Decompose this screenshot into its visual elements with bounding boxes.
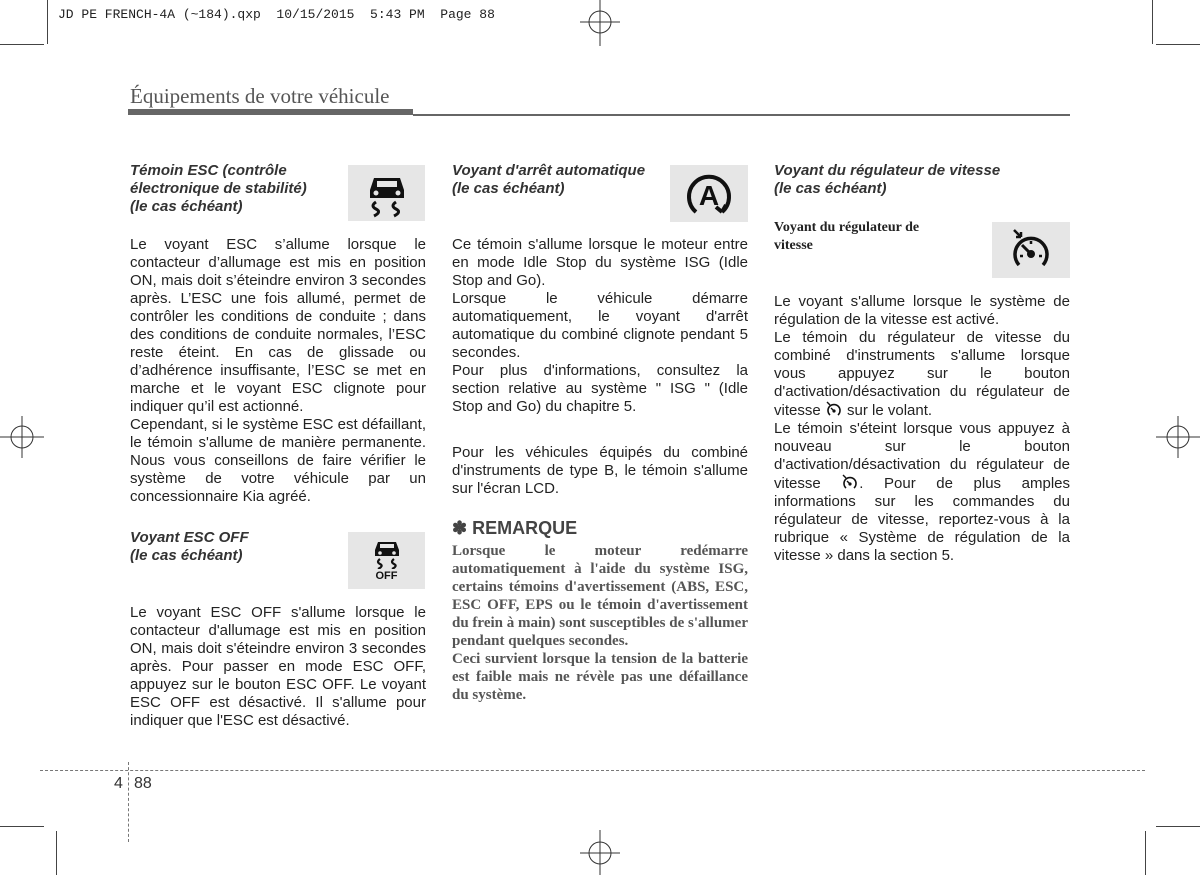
cruise-button-icon (825, 401, 843, 417)
auto-stop-icon-letter: A (698, 179, 720, 211)
remarque-body (452, 542, 748, 704)
crop-mark (56, 831, 57, 875)
registration-mark-top (576, 0, 624, 48)
esc-off-icon-label: OFF (375, 570, 398, 582)
esc-off-icon-box (348, 532, 425, 589)
page-number: 88 (134, 775, 152, 792)
crop-mark (1156, 44, 1200, 45)
crop-mark (47, 0, 48, 44)
section-title: Équipements de votre véhicule (130, 84, 390, 108)
registration-mark-bottom (576, 828, 624, 875)
registration-mark-right (1156, 412, 1200, 460)
cruise-body (774, 293, 1070, 565)
esc-off-body (130, 604, 426, 730)
auto-stop-paragraph-4: Pour les véhicules équipés du combiné d'instruments de type B, le témoin s'allume sur l'écran LCD. (452, 444, 748, 497)
esc-off-heading: Voyant ESC OFF (le cas échéant) (130, 529, 249, 564)
crop-mark (0, 826, 44, 827)
auto-stop-paragraph-1: Ce témoin s'allume lorsque le moteur entre en mode Idle Stop du système ISG (Idle Stop and Go). (452, 236, 748, 289)
auto-stop-body (452, 236, 748, 416)
chapter-number: 4 (114, 775, 123, 792)
cruise-control-icon (1006, 227, 1056, 273)
footer-dashed-rule (40, 770, 1145, 771)
cruise-paragraph-3: Le témoin s'éteint lorsque vous appuyez à nouveau sur le bouton d'activation/désactivation du régulateur de vitesse . Pour de plus amples informations sur les commandes du régulateur de vitesse, reportez-vous à la rubrique « Système de régulation de la vitesse » dans la section 5. (774, 420, 1070, 564)
title-rule (413, 114, 1070, 116)
esc-paragraph-2: Cependant, si le système ESC est défaillant, le témoin s'allume de manière permanente. Nous vous conseillons de faire vérifier le système de votre véhicule par un concessionnaire Kia agréé. (130, 416, 426, 505)
auto-stop-icon (680, 168, 738, 220)
auto-stop-paragraph-3: Pour plus d'informations, consultez la section relative au système " ISG " (Idle Stop and Go) du chapitre 5. (452, 362, 748, 415)
footer-dashed-divider (128, 762, 129, 842)
crop-mark (1145, 831, 1146, 875)
esc-skid-icon (362, 168, 412, 218)
esc-icon-box (348, 165, 425, 221)
esc-off-paragraph: Le voyant ESC OFF s'allume lorsque le contacteur d'allumage est mis en position ON, mais doit s'éteindre environ 3 secondes après. Pour passer en mode ESC OFF, appuyez sur le bouton ESC OFF. Le voyant ESC OFF est désactivé. Il s'allume pour indiquer que l'ESC est désactivé. (130, 604, 426, 729)
cruise-heading: Voyant du régulateur de vitesse (le cas échéant) (774, 162, 1001, 197)
crop-mark (1156, 826, 1200, 827)
cruise-sub-heading: Voyant du régulateur de vitesse (774, 220, 920, 253)
remarque-title: ✽ REMARQUE (452, 518, 578, 538)
cruise-button-icon (841, 474, 859, 490)
auto-stop-icon-box (670, 165, 748, 222)
auto-stop-paragraph-2: Lorsque le véhicule démarre automatiquement, le voyant d'arrêt automatique du combiné clignote pendant 5 secondes. (452, 290, 748, 361)
cruise-paragraph-1: Le voyant s'allume lorsque le système de régulation de la vitesse est activé. (774, 293, 1070, 328)
esc-off-icon (370, 539, 404, 569)
auto-stop-heading: Voyant d'arrêt automatique (le cas échéant) (452, 162, 646, 197)
cruise-paragraph-2: Le témoin du régulateur de vitesse du combiné d'instruments s'allume lorsque vous appuyez sur le bouton d'activation/désactivation du régulateur de vitesse sur le volant. (774, 329, 1070, 419)
print-slug: JD PE FRENCH-4A (~184).qxp 10/15/2015 5:43 PM Page 88 (58, 7, 495, 22)
cruise-icon-box (992, 222, 1070, 278)
remarque-paragraph-1: Lorsque le moteur redémarre automatiquement à l'aide du système ISG, certains témoins d'avertissement (ABS, ESC, ESC OFF, EPS ou le témoin d'avertissement du frein à main) sont susceptibles de s'allumer pendant quelques secondes. (452, 543, 748, 649)
esc-heading: Témoin ESC (contrôle électronique de stabilité) (le cas échéant) (130, 162, 307, 215)
esc-paragraph-1: Le voyant ESC s’allume lorsque le contacteur d’allumage est mis en position ON, mais doit s’éteindre environ 3 secondes après. L’ESC une fois allumé, permet de contrôler les conditions de conduite ; dans des conditions de conduite normales, l’ESC reste éteint. En cas de glissade ou d’adhérence insuffisante, l’ESC se met en marche et le voyant ESC clignote pour indiquer qu’il est actionné. (130, 236, 426, 415)
remarque-paragraph-2: Ceci survient lorsque la tension de la batterie est faible mais ne révèle pas une défaillance du système. (452, 651, 748, 703)
auto-stop-lcd-note (452, 444, 748, 498)
crop-mark (0, 44, 44, 45)
title-rule (128, 109, 413, 115)
crop-mark (1152, 0, 1153, 44)
esc-body (130, 236, 426, 506)
registration-mark-left (0, 412, 44, 460)
